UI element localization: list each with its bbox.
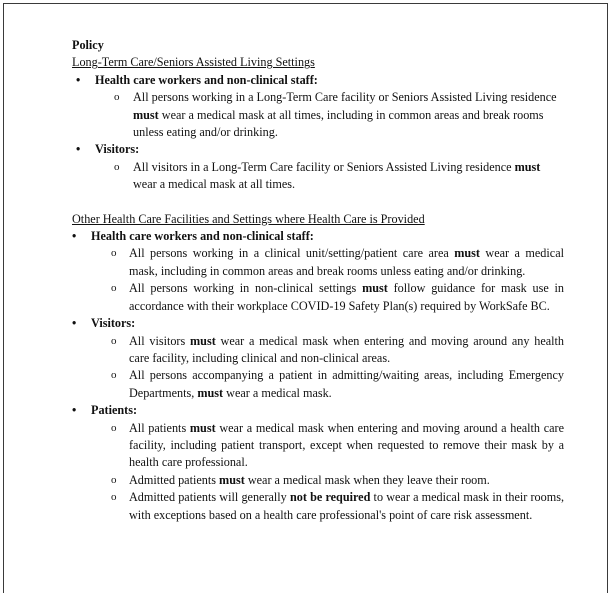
sub-item-text: wear a medical mask when they leave their room. — [244, 472, 490, 487]
sub-item-text: All persons working in a Long-Term Care facility or Seniors Assisted Living residence — [133, 90, 557, 105]
sub-item-text: All persons working in non-clinical settings — [129, 281, 363, 296]
sub-item — [72, 89, 564, 141]
sub-item-text: All visitors in a Long-Term Care facility or Seniors Assisted Living residence — [133, 159, 515, 174]
section-heading-long-term-care: Long-Term Care/Seniors Assisted Living Settings — [72, 55, 315, 70]
sub-item-text: wear a medical mask when entering and moving around a health care facility, including patient transport, except when requested to remove their mask by a health care professional. — [129, 420, 565, 470]
emphasis: must — [219, 472, 245, 487]
emphasis: not be required — [289, 490, 371, 505]
sub-item-text: follow guidance for mask use in accordance with their workplace COVID-19 Safety Plan(s) required by WorkSafe BC. — [129, 281, 564, 313]
sub-item — [72, 245, 564, 280]
bullet-patients — [72, 402, 562, 419]
sub-item — [72, 159, 564, 194]
bullet-visitors — [72, 141, 562, 158]
sub-item-text: Admitted patients — [129, 472, 220, 487]
sub-item-text: to wear a medical mask in their rooms, with exceptions based on a health care professional's point of care risk assessment. — [129, 490, 565, 522]
sub-item — [72, 420, 564, 472]
section-heading-other-facilities: Other Health Care Facilities and Settings where Health Care is Provided — [72, 211, 425, 226]
sub-item-text: wear a medical mask at all times. — [133, 177, 296, 192]
sub-item-text: All persons accompanying a patient in admitting/waiting areas, including Emergency Departments, — [129, 368, 564, 400]
bullet-workers — [72, 72, 562, 89]
sub-item-text: Admitted patients will generally — [129, 490, 290, 505]
bullet-visitors — [72, 315, 562, 332]
sub-item-text: wear a medical mask at all times, including in common areas and break rooms unless eating and/or drinking. — [133, 107, 544, 140]
emphasis: must — [362, 281, 388, 296]
bullet-label: Health care workers and non-clinical staff: — [95, 72, 318, 87]
bullet-label: Patients: — [91, 403, 138, 418]
bullet-label: Health care workers and non-clinical staff: — [91, 229, 314, 244]
sub-item-text: All patients — [129, 420, 190, 435]
sub-item — [72, 280, 564, 315]
document-title: Policy — [72, 38, 104, 52]
sub-item — [72, 489, 564, 524]
policy-document — [72, 37, 565, 524]
emphasis: must — [190, 333, 216, 348]
sub-item — [72, 333, 564, 368]
emphasis: must — [197, 385, 224, 400]
sub-item-text: wear a medical mask when entering and moving around any health care facility, including clinical and non-clinical areas. — [129, 333, 564, 365]
sub-item — [72, 472, 564, 489]
emphasis: must — [514, 159, 541, 174]
bullet-label: Visitors: — [91, 316, 136, 331]
bullet-workers — [72, 228, 562, 245]
sub-item-text: wear a medical mask, including in common areas and break rooms unless eating and/or drinking. — [129, 246, 564, 278]
emphasis: must — [133, 107, 159, 122]
sub-item — [72, 367, 564, 402]
sub-item-text: wear a medical mask. — [223, 385, 332, 400]
bullet-label: Visitors: — [95, 142, 140, 157]
emphasis: must — [454, 246, 480, 261]
emphasis: must — [189, 420, 216, 435]
sub-item-text: All persons working in a clinical unit/setting/patient care area — [129, 246, 455, 261]
sub-item-text: All visitors — [129, 333, 191, 348]
